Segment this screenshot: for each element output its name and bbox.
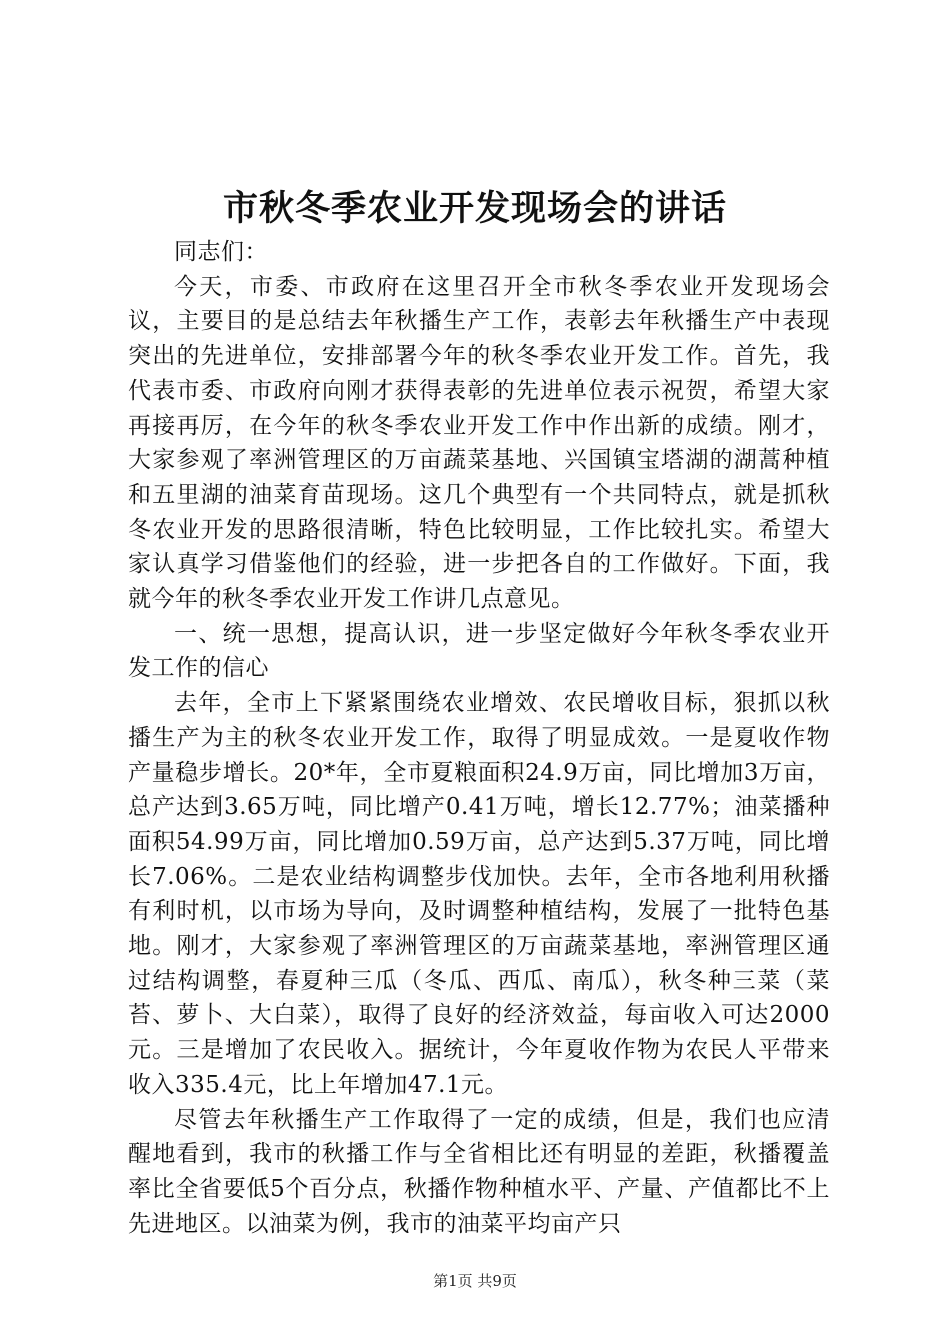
salutation: 同志们： bbox=[174, 239, 268, 265]
paragraph-achievements: 去年，全市上下紧紧围绕农业增效、农民增收目标，狠抓以秋播生产为主的秋冬农业开发工作，取得了明显成效。一是夏收作物产量稳步增长。20*年，全市夏粮面积24.9万亩，同比增加3万亩，总产达到3.65万吨，同比增产0.41万吨，增长12.77%；油菜播种面积54.99万亩，同比增加0.59万亩，总产达到5.37万吨，同比增长7.06%。二是农业结构调整步伐加快。去年，全市各地利用秋播有利时机，以市场为导向，及时调整种植结构，发展了一批特色基地。刚才，大家参观了率洲管理区的万亩蔬菜基地，率洲管理区通过结构调整，春夏种三瓜（冬瓜、西瓜、南瓜），秋冬种三菜（菜苔、萝卜、大白菜），取得了良好的经济效益，每亩收入可达2000元。三是增加了农民收入。据统计，今年夏收作物为农民人平带来收入335.4元，比上年增加47.1元。 bbox=[128, 690, 830, 1098]
section-heading-1: 一、统一思想，提高认识，进一步坚定做好今年秋冬季农业开发工作的信心 bbox=[128, 620, 830, 682]
document-title: 市秋冬季农业开发现场会的讲话 bbox=[222, 188, 727, 229]
page-number-footer: 第1页 共9页 bbox=[433, 1272, 517, 1290]
document-body bbox=[128, 235, 830, 1241]
paragraph-gaps: 尽管去年秋播生产工作取得了一定的成绩，但是，我们也应清醒地看到，我市的秋播工作与全省相比还有明显的差距，秋播覆盖率比全省要低5个百分点，秋播作物种植水平、产量、产值都比不上先进地区。以油菜为例，我市的油菜平均亩产只 bbox=[128, 1106, 830, 1237]
paragraph-intro: 今天，市委、市政府在这里召开全市秋冬季农业开发现场会议，主要目的是总结去年秋播生产工作，表彰去年秋播生产中表现突出的先进单位，安排部署今年的秋冬季农业开发工作。首先，我代表市委、市政府向刚才获得表彰的先进单位表示祝贺，希望大家再接再厉，在今年的秋冬季农业开发工作中作出新的成绩。刚才，大家参观了率洲管理区的万亩蔬菜基地、兴国镇宝塔湖的湖蒿种植和五里湖的油菜育苗现场。这几个典型有一个共同特点，就是抓秋冬农业开发的思路很清晰，特色比较明显，工作比较扎实。希望大家认真学习借鉴他们的经验，进一步把各自的工作做好。下面，我就今年的秋冬季农业开发工作讲几点意见。 bbox=[128, 273, 830, 613]
